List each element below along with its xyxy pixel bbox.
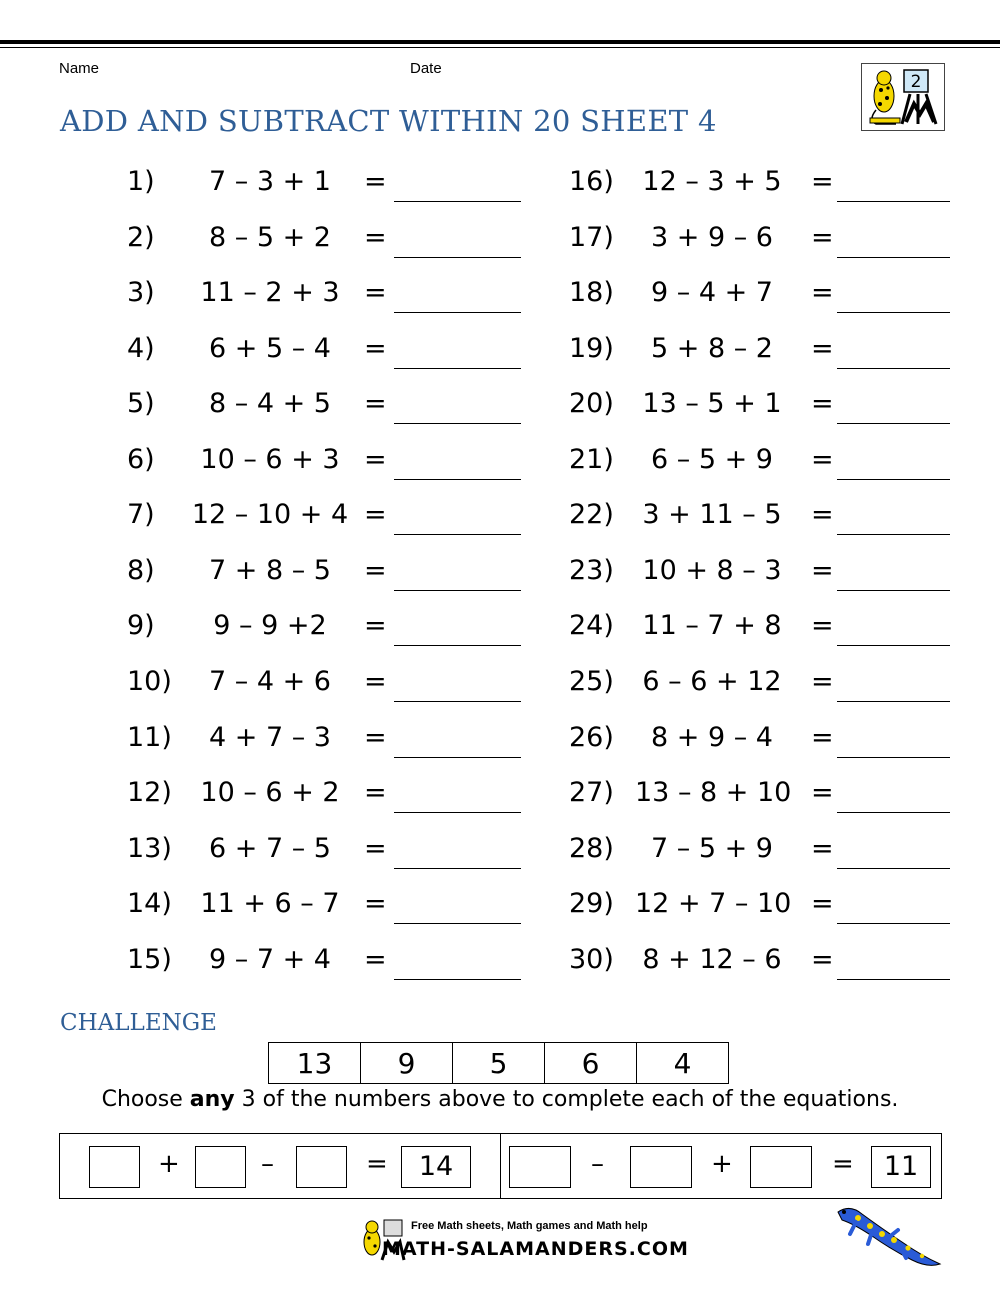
question-number: 27): [569, 777, 614, 809]
answer-box[interactable]: [296, 1146, 347, 1188]
answer-box[interactable]: [89, 1146, 140, 1188]
challenge-instruction: [0, 1087, 1000, 1112]
question-expression: 10 – 6 + 2: [200, 777, 340, 809]
question-number: 25): [569, 665, 614, 697]
question-row: [127, 610, 521, 650]
equals-sign: =: [811, 554, 834, 586]
question-number: 22): [569, 499, 614, 531]
challenge-number: 4: [673, 1047, 692, 1080]
answer-line[interactable]: [394, 979, 521, 980]
question-number: 23): [569, 554, 614, 586]
question-number: 28): [569, 832, 614, 864]
equals-sign: =: [364, 832, 387, 864]
question-row: [569, 722, 950, 762]
answer-line[interactable]: [837, 368, 950, 369]
question-expression: 5 + 8 – 2: [651, 332, 773, 364]
date-label: Date: [410, 60, 442, 77]
equals-sign: =: [364, 943, 387, 975]
question-number: 7): [127, 499, 155, 531]
answer-line[interactable]: [837, 201, 950, 202]
question-row: [569, 222, 950, 262]
question-expression: 11 – 7 + 8: [642, 610, 782, 642]
question-row: [569, 277, 950, 317]
question-number: 11): [127, 721, 172, 753]
question-expression: 7 – 5 + 9: [651, 832, 773, 864]
instruction-pre: Choose: [101, 1087, 190, 1112]
answer-line[interactable]: [394, 812, 521, 813]
equals-sign: =: [811, 332, 834, 364]
answer-line[interactable]: [837, 701, 950, 702]
question-expression: 9 – 4 + 7: [651, 277, 773, 309]
question-expression: 6 – 6 + 12: [642, 665, 782, 697]
question-expression: 8 – 5 + 2: [209, 221, 331, 253]
equals-sign: =: [364, 443, 387, 475]
question-number: 5): [127, 388, 155, 420]
answer-box[interactable]: [630, 1146, 692, 1188]
equals-sign: =: [364, 721, 387, 753]
equals-sign: =: [364, 499, 387, 531]
question-number: 10): [127, 665, 172, 697]
equation-result: 11: [871, 1146, 931, 1188]
question-expression: 3 + 9 – 6: [651, 221, 773, 253]
question-number: 26): [569, 721, 614, 753]
equals-sign: =: [364, 777, 387, 809]
answer-line[interactable]: [837, 312, 950, 313]
question-number: 13): [127, 832, 172, 864]
answer-box[interactable]: [509, 1146, 571, 1188]
challenge-number-table: [268, 1042, 729, 1084]
question-row: [127, 444, 521, 484]
question-number: 14): [127, 888, 172, 920]
answer-line[interactable]: [394, 479, 521, 480]
equals-sign: =: [811, 499, 834, 531]
equals-sign: =: [364, 277, 387, 309]
answer-line[interactable]: [837, 645, 950, 646]
question-row: [127, 388, 521, 428]
question-number: 1): [127, 166, 155, 197]
page-title: ADD AND SUBTRACT WITHIN 20 SHEET 4: [60, 104, 717, 138]
question-row: [127, 666, 521, 706]
question-number: 20): [569, 388, 614, 420]
footer-tagline: Free Math sheets, Math games and Math help: [411, 1220, 648, 1232]
equals-sign: =: [811, 166, 834, 197]
answer-line[interactable]: [837, 590, 950, 591]
answer-line[interactable]: [394, 757, 521, 758]
question-row: [127, 833, 521, 873]
equals-sign: =: [811, 721, 834, 753]
question-row: [569, 555, 950, 595]
question-expression: 10 – 6 + 3: [200, 443, 340, 475]
question-expression: 13 – 5 + 1: [642, 388, 782, 420]
operator: +: [158, 1149, 180, 1179]
instruction-post: 3 of the numbers above to complete each of the equations.: [234, 1087, 899, 1112]
question-number: 3): [127, 277, 155, 309]
question-number: 18): [569, 277, 614, 309]
equals-sign: =: [364, 610, 387, 642]
answer-line[interactable]: [394, 868, 521, 869]
operator: –: [591, 1149, 604, 1179]
question-row: [127, 499, 521, 539]
equals-sign: =: [364, 554, 387, 586]
question-number: 12): [127, 777, 172, 809]
answer-line[interactable]: [837, 479, 950, 480]
question-row: [127, 166, 521, 206]
challenge-number: 13: [269, 1043, 361, 1083]
question-expression: 11 + 6 – 7: [200, 888, 340, 920]
grade-badge: 2: [910, 72, 922, 92]
salamander-icon: [832, 1202, 944, 1274]
challenge-number: 6: [545, 1043, 637, 1083]
answer-line[interactable]: [837, 868, 950, 869]
equals-sign: =: [811, 388, 834, 420]
answer-line[interactable]: [394, 423, 521, 424]
equals-sign: =: [811, 832, 834, 864]
equation-result: 14: [401, 1146, 471, 1188]
question-number: 30): [569, 943, 614, 975]
answer-line[interactable]: [394, 701, 521, 702]
challenge-number: 9: [361, 1043, 453, 1083]
question-expression: 7 – 3 + 1: [209, 166, 331, 197]
equals-sign: =: [364, 888, 387, 920]
question-expression: 3 + 11 – 5: [642, 499, 782, 531]
answer-line[interactable]: [394, 534, 521, 535]
equals-sign: =: [364, 166, 387, 197]
equals-sign: =: [811, 943, 834, 975]
question-number: 29): [569, 888, 614, 920]
equals-sign: =: [364, 221, 387, 253]
answer-line[interactable]: [837, 923, 950, 924]
question-expression: 8 + 12 – 6: [642, 943, 782, 975]
question-row: [569, 610, 950, 650]
equals-sign: =: [366, 1149, 388, 1179]
question-expression: 7 + 8 – 5: [209, 554, 331, 586]
question-row: [569, 888, 950, 928]
question-expression: 13 – 8 + 10: [635, 777, 792, 809]
top-rule-thin: [0, 47, 1000, 48]
equals-sign: =: [811, 443, 834, 475]
question-row: [127, 777, 521, 817]
equals-sign: =: [811, 665, 834, 697]
answer-line[interactable]: [837, 979, 950, 980]
question-row: [127, 722, 521, 762]
answer-line[interactable]: [837, 812, 950, 813]
question-expression: 6 + 5 – 4: [209, 332, 331, 364]
question-row: [569, 777, 950, 817]
challenge-equations-box: [59, 1133, 942, 1199]
question-row: [127, 888, 521, 928]
equals-sign: =: [832, 1149, 854, 1179]
operator: –: [261, 1149, 274, 1179]
question-number: 4): [127, 332, 155, 364]
equals-sign: =: [811, 277, 834, 309]
question-row: [569, 444, 950, 484]
question-expression: 6 – 5 + 9: [651, 443, 773, 475]
question-expression: 8 – 4 + 5: [209, 388, 331, 420]
question-row: [569, 833, 950, 873]
top-rule-thick: [0, 40, 1000, 44]
question-expression: 9 – 9 +2: [213, 610, 327, 642]
equals-sign: =: [811, 221, 834, 253]
question-row: [127, 277, 521, 317]
challenge-number: 5: [453, 1043, 545, 1083]
question-row: [127, 944, 521, 984]
salamander-teacher-icon: [861, 63, 945, 131]
question-expression: 6 + 7 – 5: [209, 832, 331, 864]
equals-sign: =: [811, 610, 834, 642]
answer-box[interactable]: [195, 1146, 246, 1188]
question-row: [569, 333, 950, 373]
question-expression: 7 – 4 + 6: [209, 665, 331, 697]
question-expression: 10 + 8 – 3: [642, 554, 782, 586]
answer-line[interactable]: [837, 257, 950, 258]
name-label: Name: [59, 60, 100, 77]
question-row: [569, 499, 950, 539]
question-number: 17): [569, 221, 614, 253]
question-expression: 4 + 7 – 3: [209, 721, 331, 753]
question-row: [569, 666, 950, 706]
question-number: 6): [127, 443, 155, 475]
answer-line[interactable]: [394, 590, 521, 591]
equals-sign: =: [811, 888, 834, 920]
question-number: 2): [127, 221, 155, 253]
question-expression: 12 – 3 + 5: [642, 166, 782, 197]
question-row: [127, 555, 521, 595]
answer-line[interactable]: [837, 757, 950, 758]
equals-sign: =: [364, 665, 387, 697]
question-number: 24): [569, 610, 614, 642]
question-expression: 11 – 2 + 3: [200, 277, 340, 309]
equation-divider: [500, 1134, 501, 1198]
question-number: 19): [569, 332, 614, 364]
footer-brand: MATH-SALAMANDERS.COM: [382, 1238, 689, 1260]
instruction-bold: any: [189, 1087, 235, 1112]
answer-line[interactable]: [394, 201, 521, 202]
question-number: 21): [569, 443, 614, 475]
answer-line[interactable]: [837, 423, 950, 424]
answer-line[interactable]: [394, 312, 521, 313]
answer-line[interactable]: [394, 645, 521, 646]
question-number: 9): [127, 610, 155, 642]
operator: +: [711, 1149, 733, 1179]
question-row: [569, 388, 950, 428]
answer-line[interactable]: [394, 257, 521, 258]
question-expression: 12 – 10 + 4: [191, 499, 349, 531]
equals-sign: =: [811, 777, 834, 809]
answer-line[interactable]: [394, 368, 521, 369]
question-row: [127, 333, 521, 373]
equals-sign: =: [364, 388, 387, 420]
question-number: 16): [569, 166, 614, 197]
question-expression: 9 – 7 + 4: [209, 943, 331, 975]
question-row: [569, 166, 950, 206]
question-number: 15): [127, 943, 172, 975]
challenge-heading: CHALLENGE: [60, 1010, 217, 1036]
question-expression: 12 + 7 – 10: [635, 888, 792, 920]
question-expression: 8 + 9 – 4: [651, 721, 773, 753]
answer-line[interactable]: [837, 534, 950, 535]
equals-sign: =: [364, 332, 387, 364]
question-number: 8): [127, 554, 155, 586]
question-row: [127, 222, 521, 262]
answer-box[interactable]: [750, 1146, 812, 1188]
question-row: [569, 944, 950, 984]
answer-line[interactable]: [394, 923, 521, 924]
